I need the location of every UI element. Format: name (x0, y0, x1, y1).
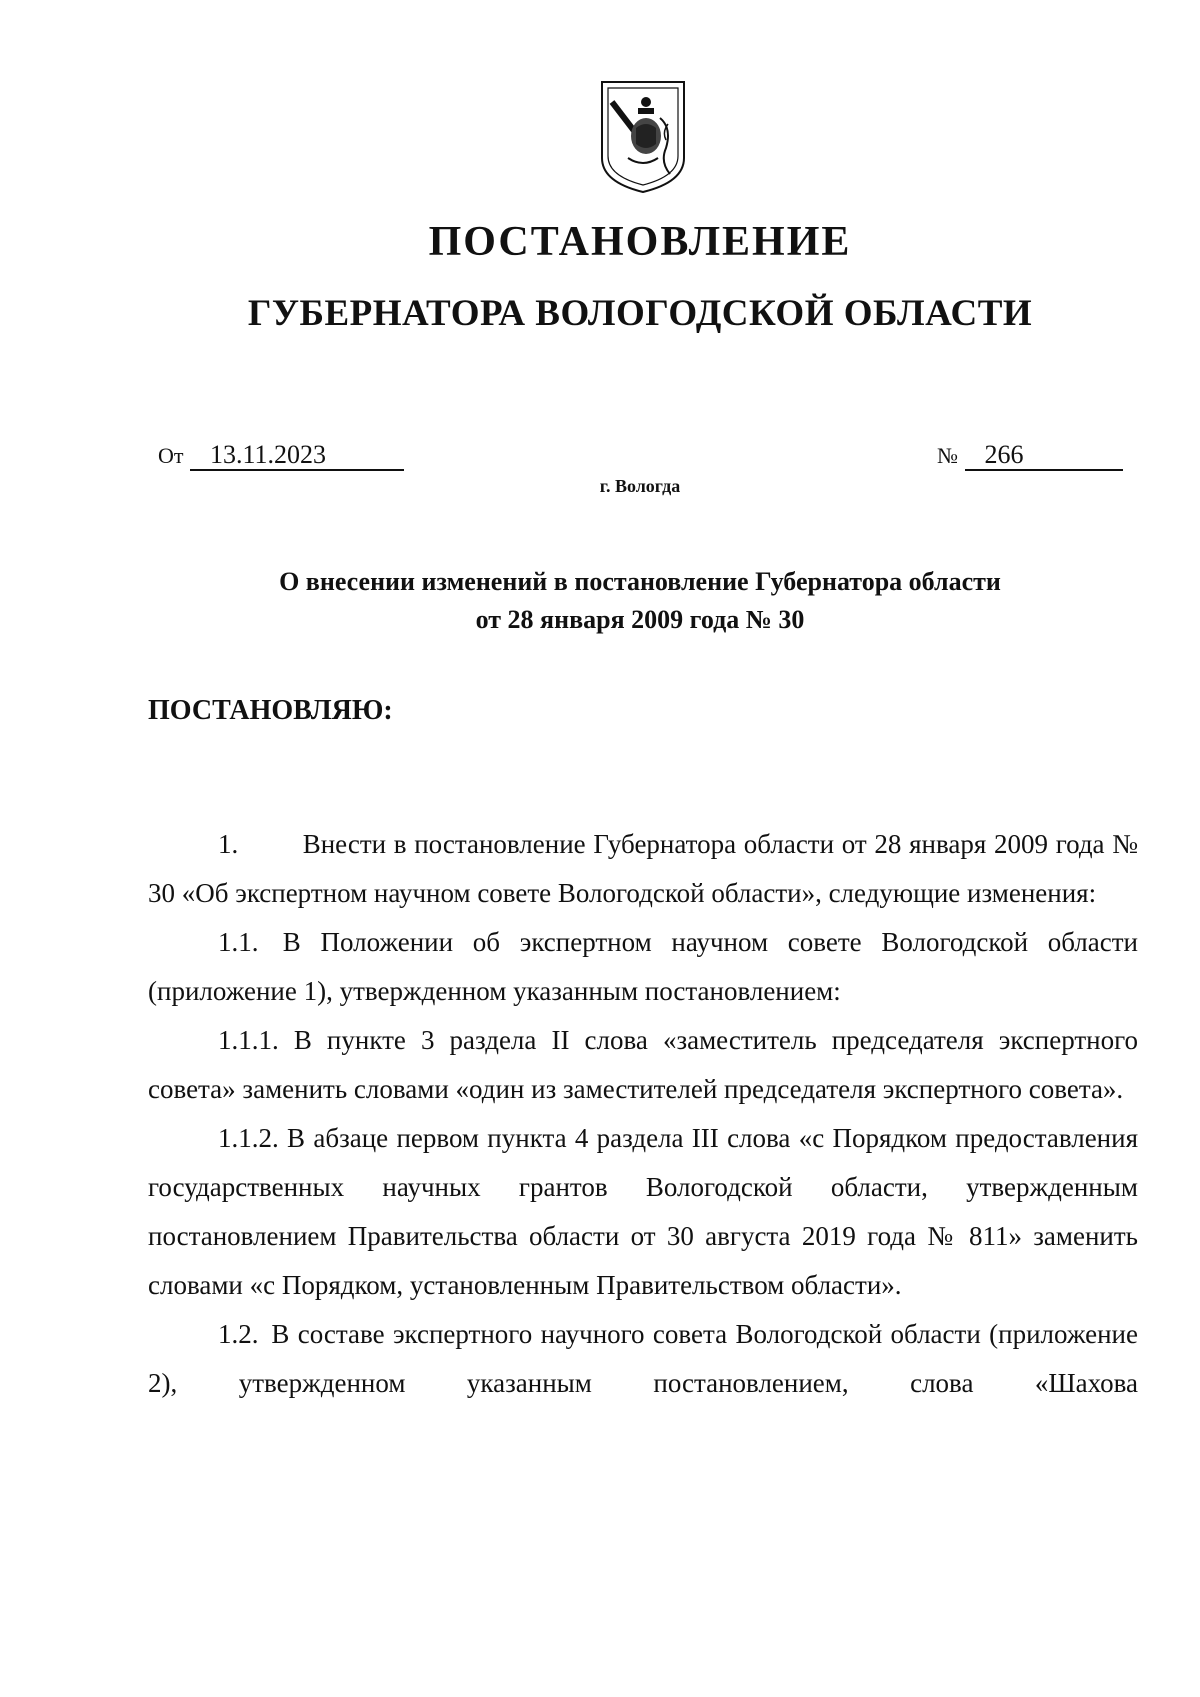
number-prefix: № (937, 443, 958, 468)
paragraph-text: В пункте 3 раздела II слова «заместитель председателя экспертного совета» заменить словами «один из заместителей председателя экспертного совета». (148, 1025, 1138, 1104)
paragraph-text: Внести в постановление Губернатора области от 28 января 2009 года № 30 «Об экспертном научном совете Вологодской области», следующие изменения: (148, 829, 1139, 908)
vologda-coat-of-arms-icon (598, 78, 688, 196)
document-number: 266 (965, 441, 1123, 471)
paragraph-text: В абзаце первом пункта 4 раздела III слова «с Порядком предоставления государственных научных грантов Вологодской области, утвержденным постановлением Правительства области от 30 августа 2019 года № 811» заменить словами «с Порядком, установленным Правительством области». (148, 1123, 1138, 1300)
paragraph-number: 1.2. (218, 1319, 259, 1349)
document-date: 13.11.2023 (190, 441, 404, 471)
decree-heading: ПОСТАНОВЛЯЮ: (148, 695, 393, 726)
paragraph-1 (148, 820, 1138, 918)
paragraph-number: 1.1.2. (218, 1123, 279, 1153)
paragraph-1-1-2 (148, 1114, 1138, 1310)
date-line (158, 440, 404, 471)
paragraph-number: 1. (218, 829, 239, 859)
paragraph-number: 1.1. (218, 927, 259, 957)
paragraph-1-1 (148, 918, 1138, 1016)
paragraph-1-1-1 (148, 1016, 1138, 1114)
document-subject (0, 563, 1200, 639)
document-subtitle: ГУБЕРНАТОРА ВОЛОГОДСКОЙ ОБЛАСТИ (247, 293, 1033, 334)
subject-line-1: О внесении изменений в постановление Губернатора области (279, 567, 1001, 596)
paragraph-text: В Положении об экспертном научном совете Вологодской области (приложение 1), утвержденном указанным постановлением: (148, 927, 1138, 1006)
date-prefix: От (158, 443, 184, 468)
paragraph-text: В составе экспертного научного совета Вологодской области (приложение 2), утвержденном указанным постановлением, слова «Шахова (148, 1319, 1138, 1398)
document-title: ПОСТАНОВЛЕНИЕ (428, 219, 852, 265)
subject-line-2: от 28 января 2009 года № 30 (475, 605, 805, 634)
paragraph-1-2 (148, 1310, 1138, 1408)
city-label: г. Вологда (599, 476, 681, 496)
number-line (937, 440, 1123, 471)
document-body (148, 820, 1138, 1408)
paragraph-number: 1.1.1. (218, 1025, 279, 1055)
